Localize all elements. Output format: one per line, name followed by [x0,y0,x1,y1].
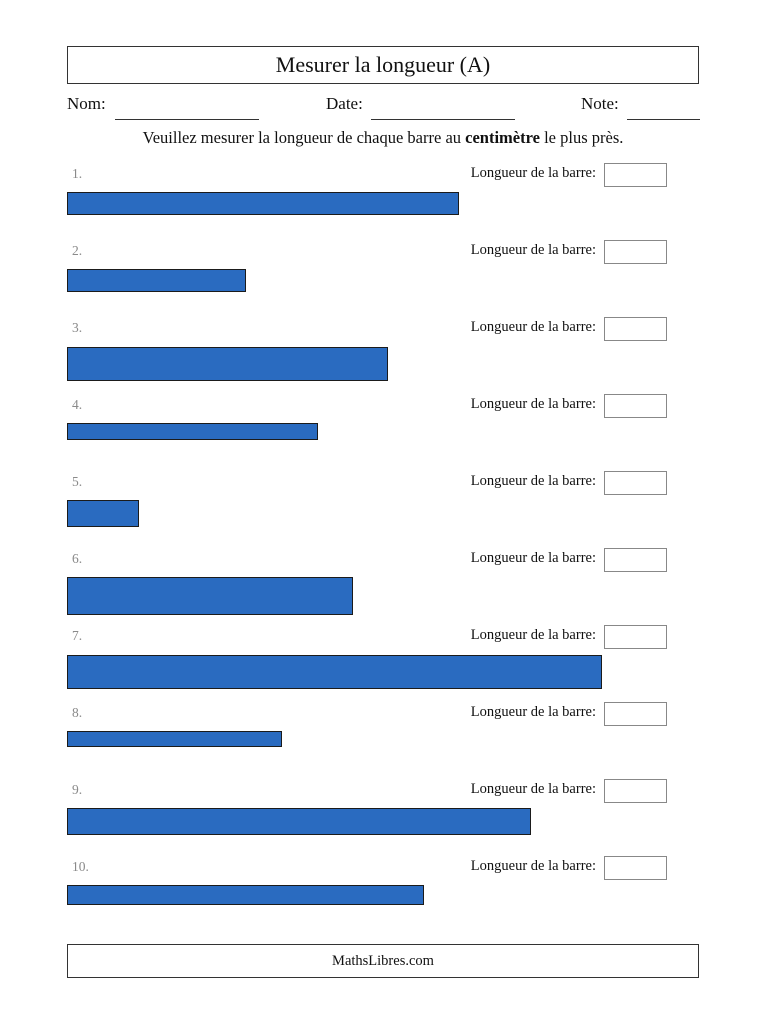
problem-item [0,317,768,394]
measure-bar [67,500,139,527]
problem-number: 3. [72,320,83,335]
measure-bar [67,655,602,689]
measure-bar [67,347,388,381]
instructions-emphasis: centimètre [465,128,540,147]
problem-item [0,702,768,779]
answer-label: Longueur de la barre: [470,704,596,720]
answer-box[interactable] [604,240,667,264]
problem-number: 8. [72,705,83,720]
instructions-text: Veuillez mesurer la longueur de chaque barre au [142,128,466,147]
answer-label: Longueur de la barre: [470,396,596,412]
measure-bar [67,269,246,292]
problem-number: 9. [72,782,83,797]
note-label: Note: [581,94,619,113]
problem-item [0,548,768,625]
measure-bar [67,808,531,835]
answer-label: Longueur de la barre: [470,319,596,335]
problem-number: 6. [72,551,83,566]
answer-label: Longueur de la barre: [470,550,596,566]
measure-bar [67,731,282,747]
answer-label: Longueur de la barre: [470,165,596,181]
answer-box[interactable] [604,394,667,418]
answer-label: Longueur de la barre: [470,627,596,643]
footer [67,944,699,978]
worksheet-title: Mesurer la longueur (A) [67,46,699,84]
problem-item [0,856,768,933]
problem-number: 4. [72,397,83,412]
problem-number: 10. [72,859,89,874]
name-field[interactable] [115,119,259,120]
answer-box[interactable] [604,856,667,880]
problem-number: 5. [72,474,83,489]
answer-box[interactable] [604,163,667,187]
problem-item [0,625,768,702]
answer-label: Longueur de la barre: [470,242,596,258]
date-field[interactable] [371,119,515,120]
problem-item [0,394,768,471]
name-label: Nom: [67,94,106,113]
answer-box[interactable] [604,779,667,803]
instructions [67,128,699,148]
problem-item [0,471,768,548]
problem-number: 1. [72,166,83,181]
answer-label: Longueur de la barre: [470,858,596,874]
instructions-text-end: le plus près. [539,128,624,147]
answer-label: Longueur de la barre: [470,781,596,797]
problem-item [0,163,768,240]
answer-box[interactable] [604,317,667,341]
problem-item [0,779,768,856]
problem-number: 7. [72,628,83,643]
measure-bar [67,577,353,615]
answer-box[interactable] [604,625,667,649]
answer-box[interactable] [604,548,667,572]
date-label: Date: [326,94,363,113]
measure-bar [67,885,424,905]
measure-bar [67,192,459,215]
problem-number: 2. [72,243,83,258]
answer-box[interactable] [604,702,667,726]
answer-label: Longueur de la barre: [470,473,596,489]
footer-text[interactable]: MathsLibres.com [332,952,434,969]
answer-box[interactable] [604,471,667,495]
problem-item [0,240,768,317]
measure-bar [67,423,318,440]
note-field[interactable] [627,119,700,120]
